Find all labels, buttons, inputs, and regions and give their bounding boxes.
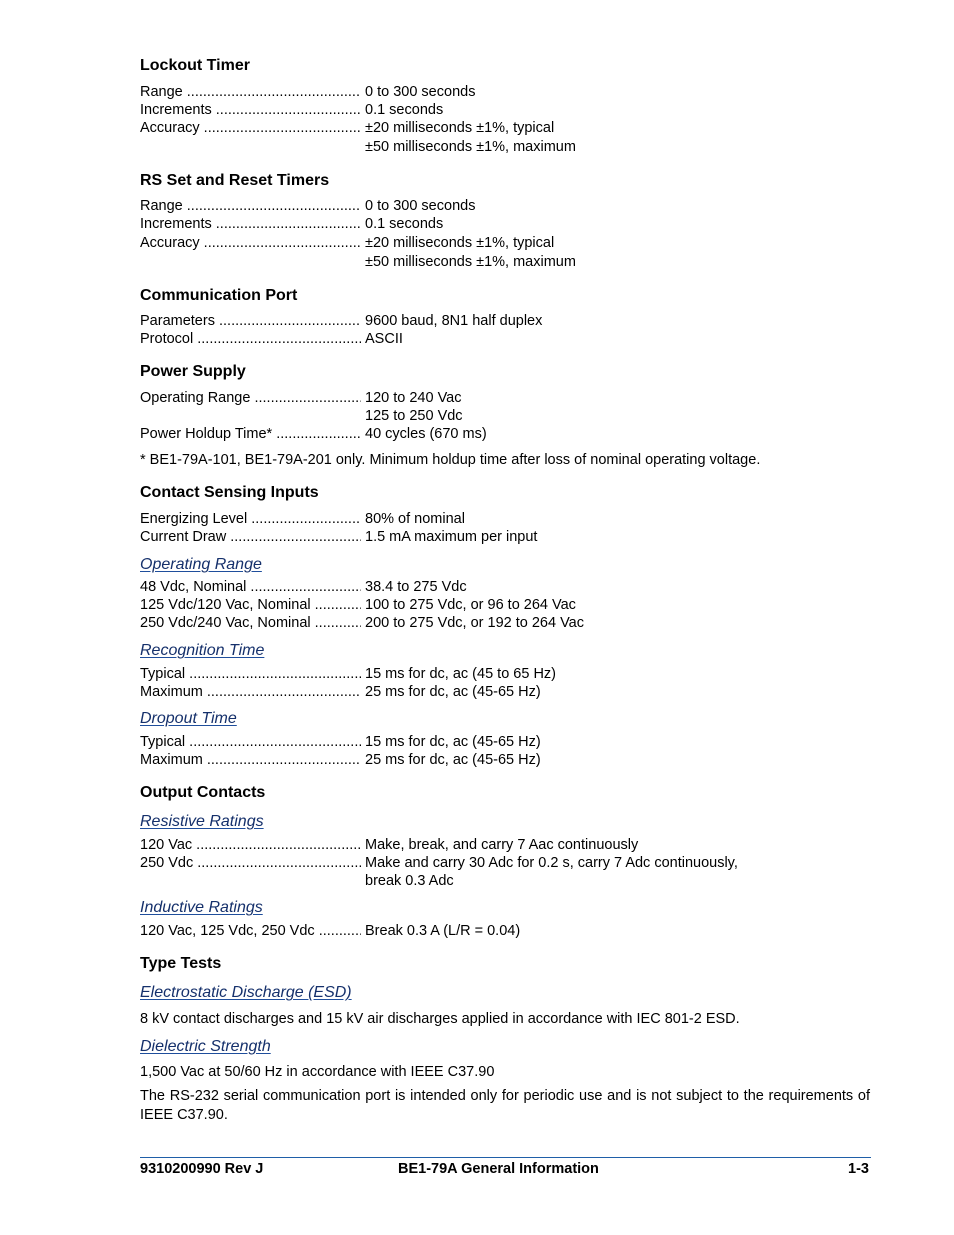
spec-row [140, 138, 840, 156]
page-number: 1-3 [848, 1161, 869, 1177]
communication-port-heading: Communication Port [140, 287, 298, 304]
spec-row [140, 215, 840, 233]
spec-value: Break 0.3 A (L/R = 0.04) [365, 923, 521, 939]
spec-row [140, 751, 840, 769]
power-supply-footnote: * BE1-79A-101, BE1-79A-201 only. Minimum holdup time after loss of nominal operating voltage. [140, 452, 761, 468]
document-number: 9310200990 Rev J [140, 1161, 264, 1177]
spec-row [140, 872, 840, 890]
spec-row [140, 683, 840, 701]
spec-row [140, 596, 840, 614]
spec-row [140, 253, 840, 271]
esd-subheading: Electrostatic Discharge (ESD) [140, 984, 352, 1001]
spec-label: Maximum ..... [140, 683, 361, 701]
esd-text: 8 kV contact discharges and 15 kV air discharges applied in accordance with IEC 801-2 ESD. [140, 1011, 740, 1027]
spec-label: Increments ..... [140, 215, 361, 233]
spec-value: ASCII [365, 331, 403, 347]
spec-row [140, 733, 840, 751]
spec-row [140, 614, 840, 632]
lockout-timer-heading: Lockout Timer [140, 57, 250, 74]
spec-row [140, 407, 840, 425]
spec-value: 0 to 300 seconds [365, 84, 476, 100]
spec-label: Parameters ..... [140, 312, 361, 330]
spec-row [140, 197, 840, 215]
resistive-ratings-subheading: Resistive Ratings [140, 813, 264, 830]
spec-value: ±20 milliseconds ±1%, typical [365, 235, 555, 251]
spec-row [140, 528, 840, 546]
spec-label: 250 Vdc/240 Vac, Nominal ..... [140, 614, 361, 632]
spec-value: 200 to 275 Vdc, or 192 to 264 Vac [365, 615, 585, 631]
dielectric-text: 1,500 Vac at 50/60 Hz in accordance with IEEE C37.90 [140, 1064, 495, 1080]
spec-value: 120 to 240 Vac [365, 390, 462, 406]
spec-value: Make, break, and carry 7 Aac continuously [365, 837, 639, 853]
spec-row [140, 854, 840, 872]
spec-label: 250 Vdc ..... [140, 854, 361, 872]
spec-label: Range ..... [140, 197, 361, 215]
spec-label: Typical ..... [140, 733, 361, 751]
spec-label: Operating Range ..... [140, 389, 361, 407]
operating-range-subheading: Operating Range [140, 556, 262, 573]
document-title: BE1-79A General Information [398, 1161, 599, 1177]
spec-value: 40 cycles (670 ms) [365, 426, 487, 442]
spec-label: Power Holdup Time* ..... [140, 425, 361, 443]
spec-value: break 0.3 Adc [365, 873, 454, 889]
spec-label: 48 Vdc, Nominal ..... [140, 578, 361, 596]
spec-row [140, 83, 840, 101]
spec-row [140, 389, 840, 407]
type-tests-heading: Type Tests [140, 955, 222, 972]
spec-label: Current Draw ..... [140, 528, 361, 546]
spec-label: Range ..... [140, 83, 361, 101]
spec-value: 38.4 to 275 Vdc [365, 579, 467, 595]
spec-row [140, 119, 840, 137]
spec-value: 15 ms for dc, ac (45 to 65 Hz) [365, 666, 556, 682]
inductive-ratings-subheading: Inductive Ratings [140, 899, 263, 916]
spec-label: Increments ..... [140, 101, 361, 119]
spec-value: 25 ms for dc, ac (45-65 Hz) [365, 752, 541, 768]
spec-label: Typical ..... [140, 665, 361, 683]
spec-value: 80% of nominal [365, 511, 465, 527]
spec-value: 0.1 seconds [365, 216, 444, 232]
spec-value: 25 ms for dc, ac (45-65 Hz) [365, 684, 541, 700]
spec-value: 1.5 mA maximum per input [365, 529, 538, 545]
spec-row [140, 312, 840, 330]
spec-row [140, 425, 840, 443]
spec-label: Accuracy ..... [140, 119, 361, 137]
spec-label: 120 Vac, 125 Vdc, 250 Vdc ..... [140, 922, 361, 940]
spec-value: 100 to 275 Vdc, or 96 to 264 Vac [365, 597, 576, 613]
spec-value: Make and carry 30 Adc for 0.2 s, carry 7 Adc continuously, [365, 855, 738, 871]
spec-value: 0 to 300 seconds [365, 198, 476, 214]
spec-row [140, 234, 840, 252]
dielectric-strength-subheading: Dielectric Strength [140, 1038, 271, 1055]
rs-timers-heading: RS Set and Reset Timers [140, 172, 330, 189]
spec-label: Protocol ..... [140, 330, 361, 348]
spec-value: 125 to 250 Vdc [365, 408, 463, 424]
spec-row [140, 922, 840, 940]
spec-row [140, 330, 840, 348]
spec-row [140, 101, 840, 119]
output-contacts-heading: Output Contacts [140, 784, 266, 801]
spec-value: 15 ms for dc, ac (45-65 Hz) [365, 734, 541, 750]
rs232-note: The RS-232 serial communication port is intended only for periodic use and is not subject to the requirements of IEEE C37.90. [140, 1088, 870, 1123]
spec-label: Maximum ..... [140, 751, 361, 769]
spec-value: ±50 milliseconds ±1%, maximum [365, 254, 576, 270]
footer-divider [140, 1157, 871, 1158]
power-supply-heading: Power Supply [140, 363, 246, 380]
dropout-time-subheading: Dropout Time [140, 710, 237, 727]
spec-label: Accuracy ..... [140, 234, 361, 252]
spec-label: 120 Vac ..... [140, 836, 361, 854]
contact-sensing-heading: Contact Sensing Inputs [140, 484, 319, 501]
recognition-time-subheading: Recognition Time [140, 642, 265, 659]
spec-row [140, 665, 840, 683]
spec-row [140, 836, 840, 854]
spec-value: ±50 milliseconds ±1%, maximum [365, 139, 576, 155]
spec-label: 125 Vdc/120 Vac, Nominal ..... [140, 596, 361, 614]
spec-row [140, 510, 840, 528]
spec-row [140, 578, 840, 596]
spec-value: 9600 baud, 8N1 half duplex [365, 313, 543, 329]
spec-label: Energizing Level ..... [140, 510, 361, 528]
spec-value: 0.1 seconds [365, 102, 444, 118]
spec-value: ±20 milliseconds ±1%, typical [365, 120, 555, 136]
